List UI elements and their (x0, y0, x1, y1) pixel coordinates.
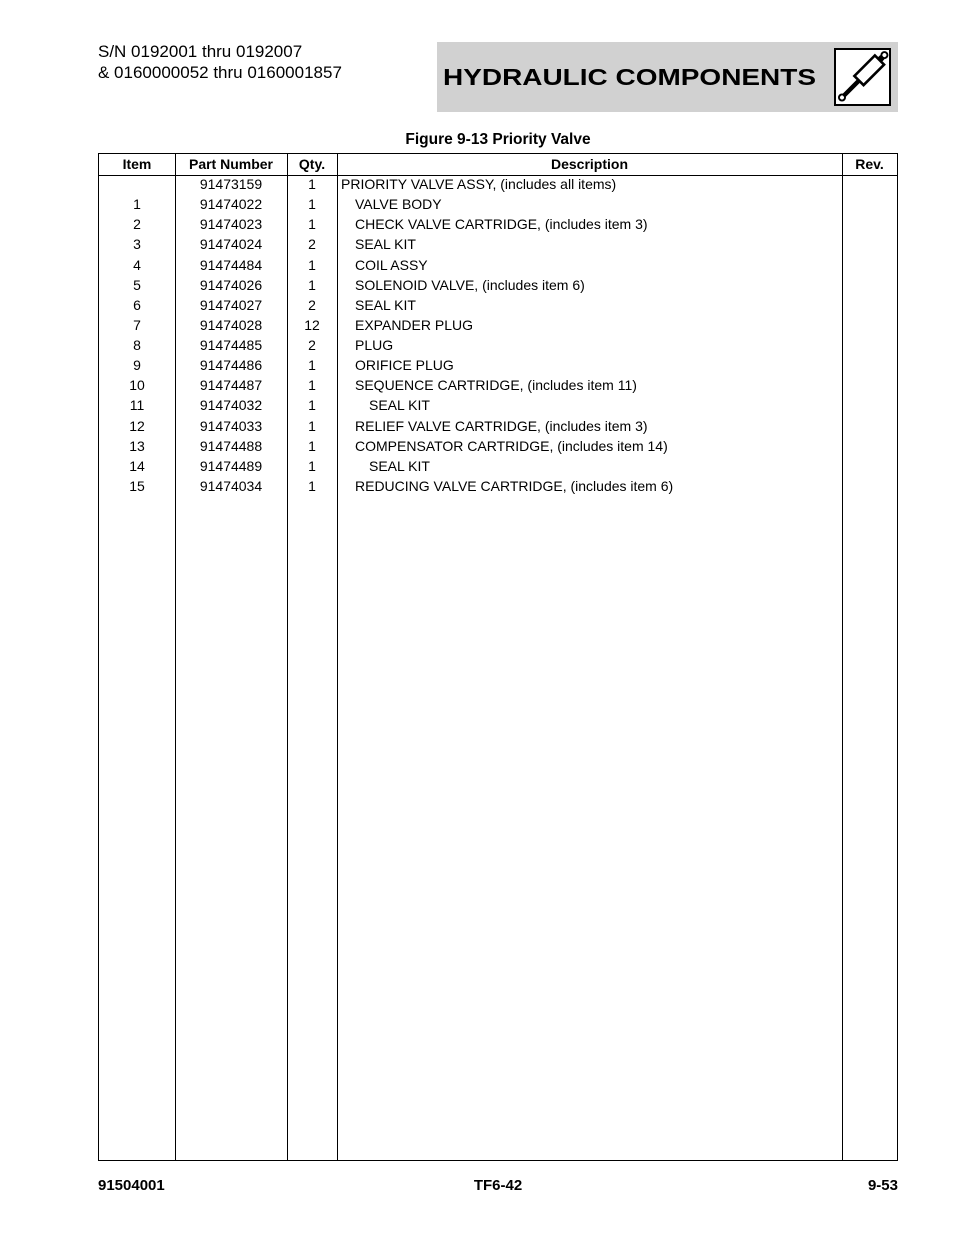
cell-description: VALVE BODY (355, 196, 442, 213)
cell-qty: 1 (308, 357, 316, 374)
cell-qty: 2 (308, 296, 316, 313)
cell-part-number: 91473159 (199, 176, 263, 192)
cell-part-number: 91474022 (199, 196, 263, 213)
cell-part-number: 91474484 (199, 256, 263, 273)
table-body (99, 174, 897, 496)
cell-item: 11 (129, 397, 145, 414)
table-row (99, 214, 897, 234)
cell-part-number: 91474032 (199, 397, 263, 414)
cell-description: COIL ASSY (355, 256, 428, 273)
cell-item: 8 (133, 337, 141, 353)
cell-description: SEAL KIT (355, 296, 416, 313)
cell-qty: 1 (308, 216, 316, 233)
cell-description: COMPENSATOR CARTRIDGE, (includes item 14) (355, 437, 668, 454)
header-item: Item (122, 156, 152, 172)
cell-description: SEAL KIT (369, 457, 430, 474)
serial-line-2: & 0160000052 thru 0160001857 (98, 63, 342, 82)
cell-part-number: 91474485 (199, 337, 263, 353)
table-row (99, 395, 897, 415)
cell-qty: 1 (308, 176, 316, 192)
cell-description: CHECK VALVE CARTRIDGE, (includes item 3) (355, 216, 648, 233)
cell-rev (842, 194, 897, 214)
cell-item: 7 (133, 316, 141, 333)
cell-part-number: 91474489 (199, 457, 263, 474)
page-footer (98, 1177, 898, 1195)
cell-rev (842, 395, 897, 415)
cell-qty: 1 (308, 377, 316, 394)
cell-description: SOLENOID VALVE, (includes item 6) (355, 276, 585, 293)
cell-part-number: 91474027 (199, 296, 263, 313)
cell-rev (842, 416, 897, 436)
cell-item: 5 (133, 276, 141, 293)
cell-qty: 1 (308, 457, 316, 474)
table-row (99, 234, 897, 254)
cell-qty: 2 (308, 236, 316, 253)
cell-qty: 1 (308, 417, 316, 434)
cell-description: RELIEF VALVE CARTRIDGE, (includes item 3) (355, 417, 648, 434)
table-row (99, 355, 897, 375)
cell-rev (842, 436, 897, 456)
cell-item (99, 174, 175, 194)
footer-model: TF6-42 (473, 1177, 523, 1194)
cell-qty: 1 (308, 477, 316, 494)
section-title (443, 62, 823, 94)
cell-item: 3 (133, 236, 141, 253)
cell-item: 4 (133, 256, 141, 273)
cell-description: REDUCING VALVE CARTRIDGE, (includes item 6) (355, 477, 674, 494)
cell-part-number: 91474487 (199, 377, 263, 394)
cell-description: EXPANDER PLUG (355, 316, 473, 333)
cell-qty: 1 (308, 256, 316, 273)
cell-qty: 1 (308, 397, 316, 414)
serial-number-range (98, 41, 342, 83)
cell-item: 15 (129, 477, 145, 494)
cell-description: SEAL KIT (355, 236, 416, 253)
cell-rev (842, 375, 897, 395)
cell-qty: 12 (304, 316, 320, 333)
cell-part-number: 91474486 (199, 357, 263, 374)
serial-line-1: S/N 0192001 thru 0192007 (98, 42, 303, 61)
table-row (99, 174, 897, 194)
section-title-band (437, 42, 898, 112)
table-row (99, 255, 897, 275)
cell-rev (842, 355, 897, 375)
table-row (99, 416, 897, 436)
figure-caption: Figure 9-13 Priority Valve (405, 131, 591, 148)
cell-item: 2 (133, 216, 141, 233)
table-row (99, 476, 897, 496)
cell-rev (842, 214, 897, 234)
header-part-number: Part Number (188, 156, 274, 172)
cell-item: 1 (133, 196, 141, 213)
cell-item: 10 (129, 377, 145, 394)
cell-item: 13 (129, 437, 145, 454)
cell-rev (842, 174, 897, 194)
cell-description: SEAL KIT (369, 397, 430, 414)
table-row (99, 436, 897, 456)
cell-part-number: 91474033 (199, 417, 263, 434)
cell-description: SEQUENCE CARTRIDGE, (includes item 11) (355, 377, 637, 394)
cell-part-number: 91474488 (199, 437, 263, 454)
cell-qty: 1 (308, 196, 316, 213)
header-qty: Qty. (298, 156, 326, 172)
header-rev: Rev. (855, 156, 884, 172)
table-row (99, 275, 897, 295)
cell-item: 9 (133, 357, 141, 374)
cell-rev (842, 255, 897, 275)
cell-part-number: 91474023 (199, 216, 263, 233)
cell-rev (842, 315, 897, 335)
cell-description: PRIORITY VALVE ASSY, (includes all items) (341, 176, 617, 192)
cell-item: 6 (133, 296, 141, 313)
cell-rev (842, 275, 897, 295)
cell-rev (842, 234, 897, 254)
table-row (99, 194, 897, 214)
cell-part-number: 91474034 (199, 477, 263, 494)
section-title-text: HYDRAULIC COMPONENTS (443, 64, 816, 90)
table-header (99, 154, 897, 176)
parts-table (98, 153, 898, 1161)
table-row (99, 315, 897, 335)
cell-rev (842, 295, 897, 315)
cell-rev (842, 476, 897, 496)
table-row (99, 295, 897, 315)
footer-doc-number: 91504001 (98, 1177, 165, 1194)
cell-qty: 1 (308, 437, 316, 454)
cell-rev (842, 456, 897, 476)
cell-rev (842, 335, 897, 355)
hydraulic-cylinder-icon (834, 48, 891, 106)
cell-part-number: 91474028 (199, 316, 263, 333)
table-row (99, 456, 897, 476)
cell-qty: 2 (308, 337, 316, 353)
table-row (99, 335, 897, 355)
table-row (99, 375, 897, 395)
cell-part-number: 91474024 (199, 236, 263, 253)
cell-item: 12 (129, 417, 145, 434)
cell-part-number: 91474026 (199, 276, 263, 293)
cell-qty: 1 (308, 276, 316, 293)
footer-page-number: 9-53 (867, 1177, 898, 1194)
cell-item: 14 (129, 457, 145, 474)
header-description: Description (550, 156, 628, 172)
cell-description: ORIFICE PLUG (355, 357, 454, 374)
cell-description: PLUG (355, 337, 394, 353)
